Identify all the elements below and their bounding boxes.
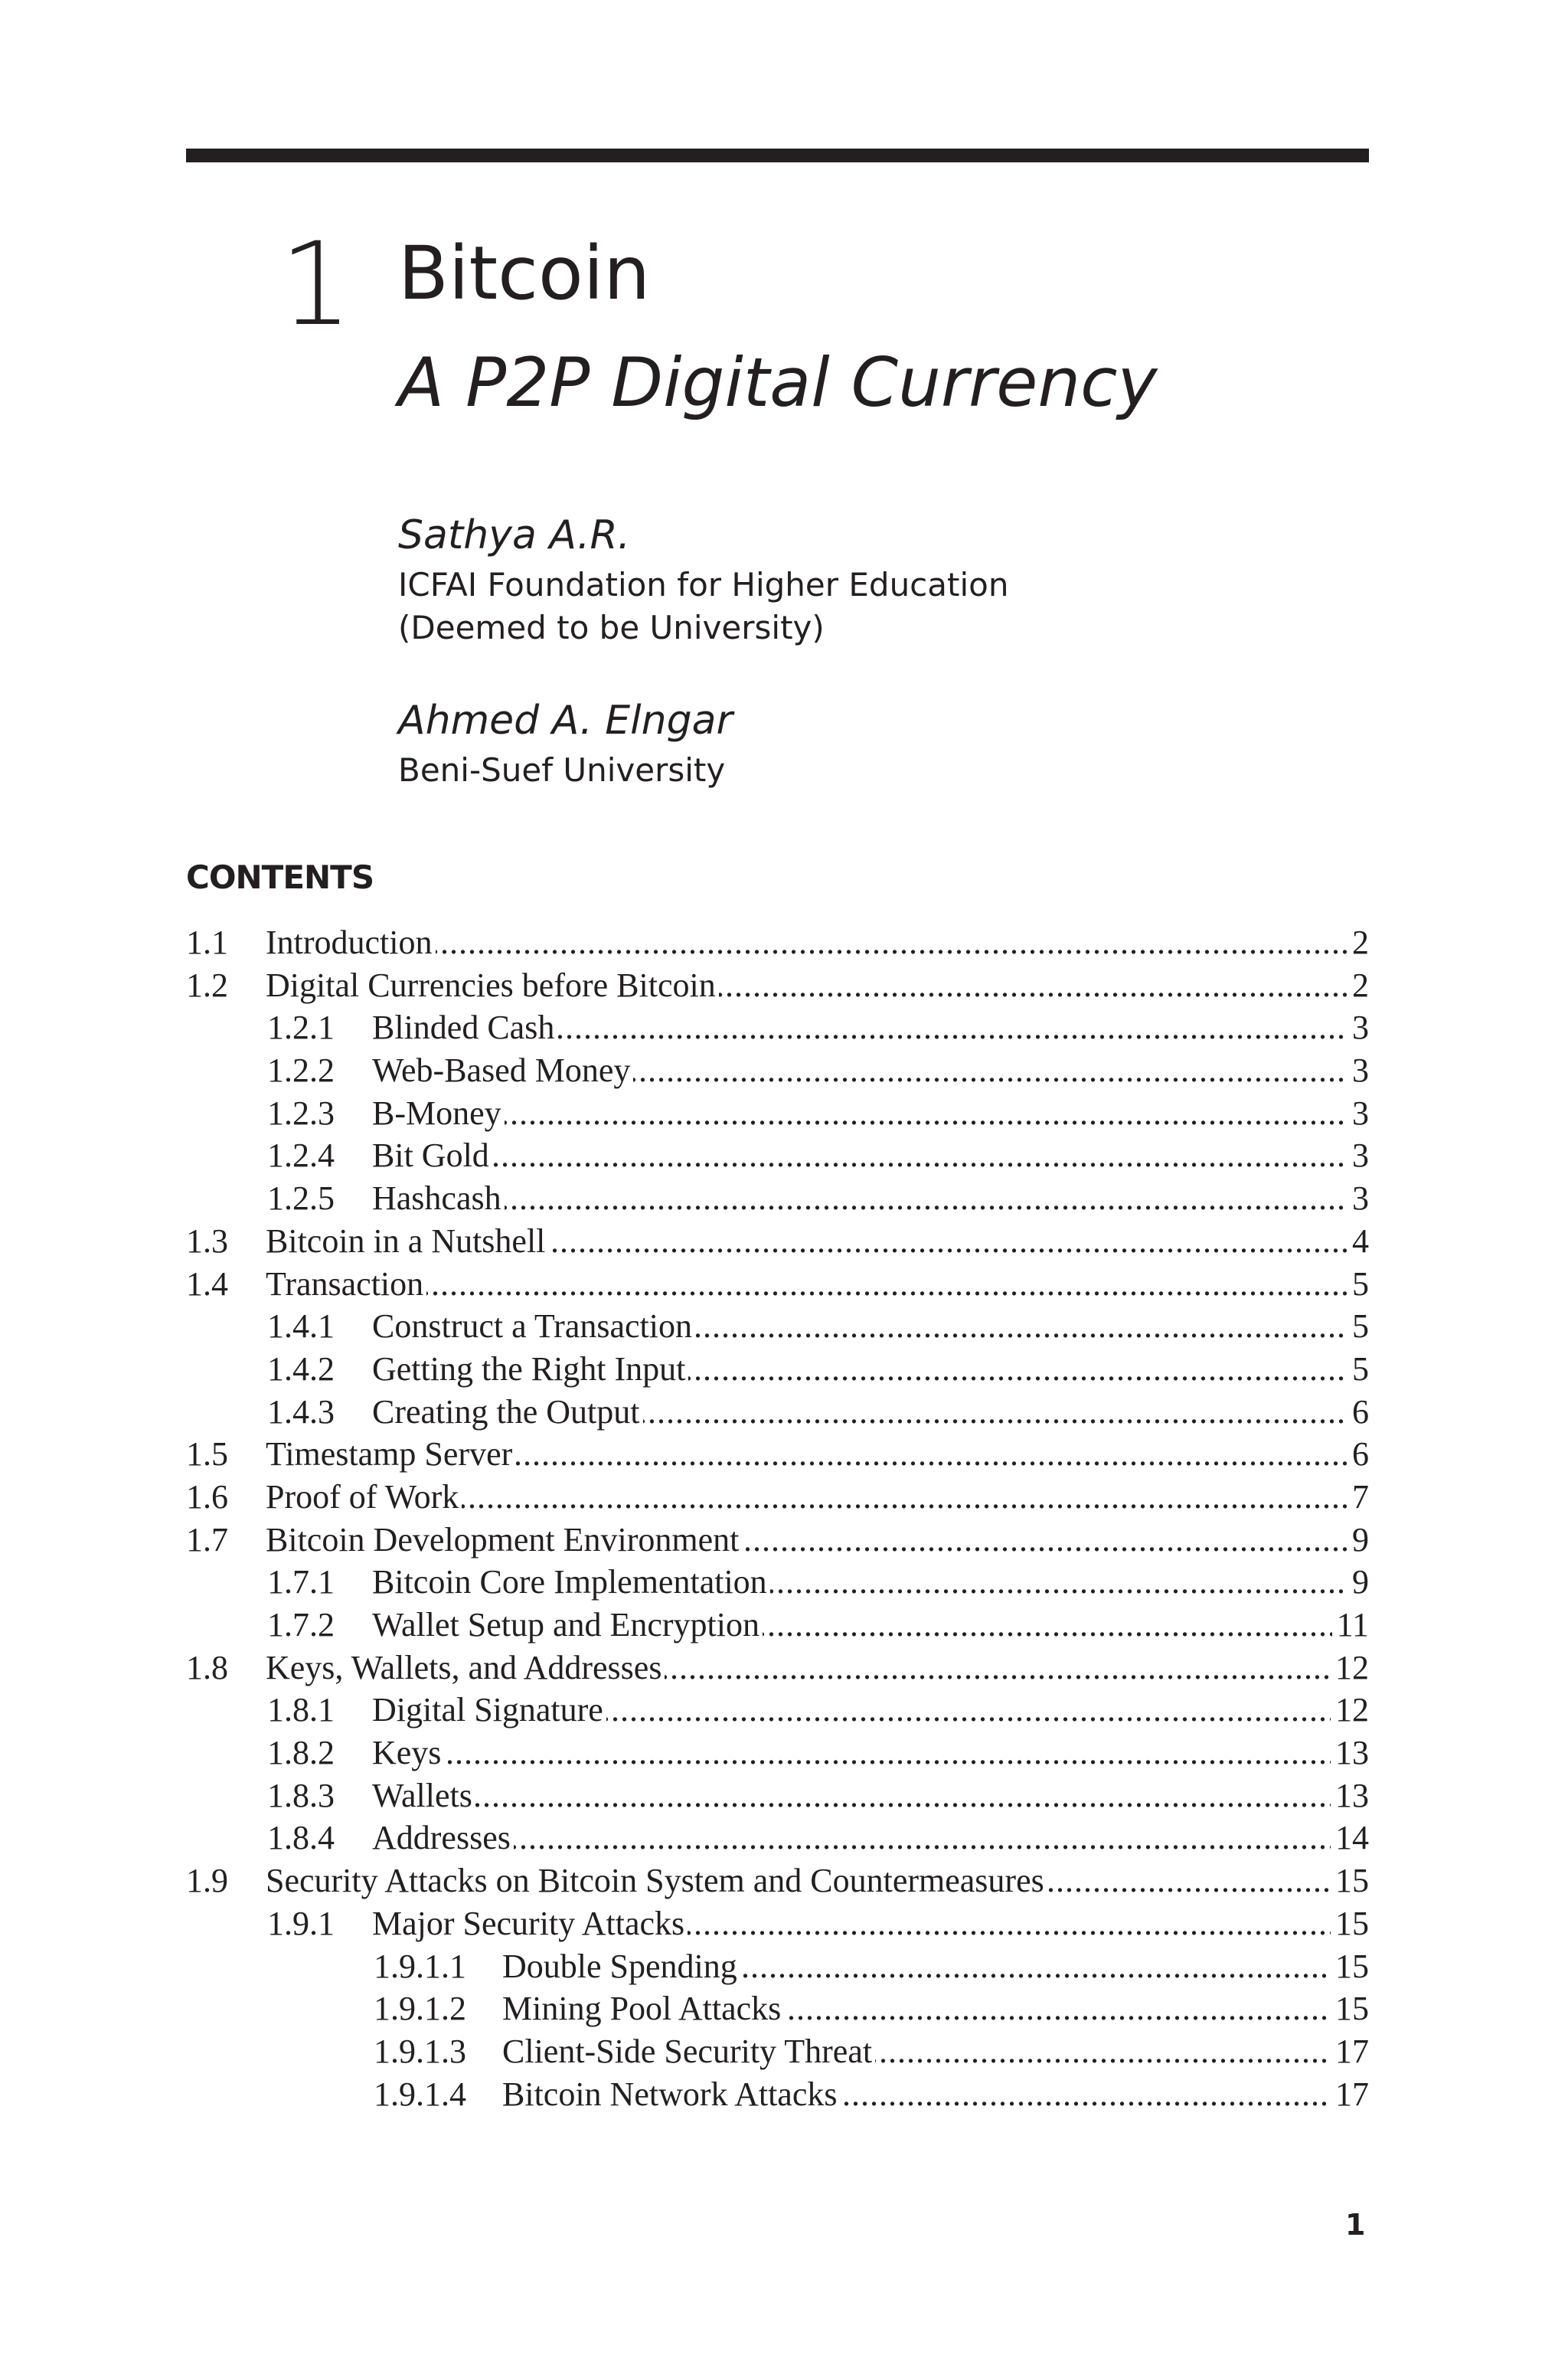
toc-entry[interactable] (186, 1859, 1369, 1902)
toc-entry-page: 6 (1348, 1433, 1369, 1476)
toc-entry-title: Bitcoin Development Environment (266, 1519, 742, 1562)
toc-entry-title: Digital Currencies before Bitcoin (266, 964, 719, 1007)
toc-entry[interactable] (186, 1092, 1369, 1135)
toc-entry[interactable] (186, 1177, 1369, 1220)
toc-entry-title: Wallets (372, 1774, 475, 1817)
toc-entry[interactable] (186, 1689, 1369, 1732)
toc-entry-page: 17 (1331, 2073, 1369, 2116)
toc-entry-number: 1.3 (186, 1222, 228, 1260)
toc-entry-number: 1.8.1 (267, 1691, 335, 1729)
chapter-number: 1 (279, 218, 350, 352)
toc-entry-page: 5 (1348, 1348, 1369, 1391)
author-name: Ahmed A. Elngar (398, 698, 733, 744)
page-number: 1 (1345, 2208, 1366, 2242)
toc-entry-number: 1.2.2 (267, 1052, 335, 1090)
toc-entry-title: Getting the Right Input (372, 1348, 688, 1391)
toc-entry[interactable] (186, 1604, 1369, 1647)
toc-entry-number: 1.6 (186, 1477, 228, 1516)
toc-entry-page: 12 (1331, 1647, 1369, 1689)
toc-entry-title: Security Attacks on Bitcoin System and Countermeasures (266, 1859, 1047, 1902)
toc-leader-dots (372, 1774, 1369, 1817)
toc-entry-number: 1.2.4 (267, 1137, 335, 1175)
toc-entry[interactable] (186, 2030, 1369, 2073)
toc-entry-number: 1.2.3 (267, 1094, 335, 1132)
toc-entry[interactable] (186, 1817, 1369, 1859)
toc-entry[interactable] (186, 1433, 1369, 1476)
toc-entry[interactable] (186, 1134, 1369, 1177)
toc-entry-number: 1.9.1.2 (374, 1990, 466, 2028)
toc-entry-page: 2 (1348, 964, 1369, 1007)
author-name: Sathya A.R. (398, 512, 631, 558)
toc-entry-page: 5 (1348, 1305, 1369, 1348)
toc-entry-page: 15 (1331, 1945, 1369, 1988)
toc-entry-number: 1.8 (186, 1648, 228, 1686)
author-block (398, 697, 733, 792)
toc-entry[interactable] (186, 1519, 1369, 1562)
toc-entry-title: Bit Gold (372, 1134, 492, 1177)
toc-entry-number: 1.4 (186, 1264, 228, 1303)
toc-leader-dots (372, 1817, 1369, 1859)
toc-entry-title: B-Money (372, 1092, 505, 1135)
toc-entry-title: Digital Signature (372, 1689, 606, 1732)
toc-entry-title: Major Security Attacks (372, 1902, 688, 1945)
toc-leader-dots (372, 1092, 1369, 1135)
author-affiliation: (Deemed to be University) (398, 609, 825, 646)
toc-entry-title: Introduction (266, 921, 436, 964)
toc-entry-page: 3 (1348, 1092, 1369, 1135)
toc-entry-title: Construct a Transaction (372, 1305, 695, 1348)
toc-entry-title: Proof of Work (266, 1476, 462, 1519)
contents-heading: CONTENTS (186, 859, 374, 896)
toc-entry-number: 1.9.1.4 (374, 2075, 466, 2113)
toc-entry-page: 3 (1348, 1006, 1369, 1049)
toc-entry-title: Blinded Cash (372, 1006, 557, 1049)
toc-entry-title: Client-Side Security Threat (502, 2030, 875, 2073)
toc-entry-page: 12 (1331, 1689, 1369, 1732)
toc-entry-number: 1.2 (186, 966, 228, 1004)
toc-entry-number: 1.8.3 (267, 1776, 335, 1814)
toc-entry[interactable] (186, 1220, 1369, 1263)
toc-leader-dots (372, 1177, 1369, 1220)
toc-entry-page: 3 (1348, 1049, 1369, 1092)
toc-entry-page: 14 (1331, 1817, 1369, 1859)
toc-entry-title: Timestamp Server (266, 1433, 515, 1476)
toc-entry-page: 13 (1331, 1774, 1369, 1817)
toc-entry-page: 15 (1331, 1902, 1369, 1945)
toc-entry[interactable] (186, 1263, 1369, 1306)
toc-entry-number: 1.7.2 (267, 1606, 335, 1644)
toc-entry-title: Keys, Wallets, and Addresses (266, 1647, 665, 1689)
toc-entry-number: 1.4.1 (267, 1307, 335, 1346)
toc-entry-title: Bitcoin Network Attacks (502, 2073, 841, 2116)
toc-entry[interactable] (186, 1647, 1369, 1689)
author-affiliation: Beni-Suef University (398, 751, 726, 789)
toc-entry[interactable] (186, 2073, 1369, 2116)
toc-entry-title: Mining Pool Attacks (502, 1987, 784, 2030)
toc-entry-title: Double Spending (502, 1945, 740, 1988)
author-affiliation: ICFAI Foundation for Higher Education (398, 566, 1009, 603)
toc-entry-number: 1.5 (186, 1435, 228, 1473)
toc-entry[interactable] (186, 964, 1369, 1007)
toc-entry-number: 1.8.2 (267, 1734, 335, 1772)
toc-leader-dots (372, 1732, 1369, 1774)
toc-entry-page: 2 (1348, 921, 1369, 964)
toc-entry-number: 1.2.5 (267, 1179, 335, 1218)
toc-entry[interactable] (186, 1732, 1369, 1774)
toc-entry[interactable] (186, 1902, 1369, 1945)
toc-entry-number: 1.4.2 (267, 1349, 335, 1388)
toc-entry[interactable] (186, 1049, 1369, 1092)
toc-entry-title: Addresses (372, 1817, 514, 1859)
toc-entry[interactable] (186, 1391, 1369, 1434)
toc-entry-number: 1.2.1 (267, 1009, 335, 1047)
toc-entry[interactable] (186, 1348, 1369, 1391)
toc-entry-number: 1.9.1.1 (374, 1947, 466, 1985)
toc-entry-title: Transaction (266, 1263, 426, 1306)
toc-entry-page: 3 (1348, 1134, 1369, 1177)
toc-entry[interactable] (186, 1305, 1369, 1348)
toc-entry-number: 1.4.3 (267, 1392, 335, 1431)
toc-entry[interactable] (186, 1476, 1369, 1519)
toc-entry-number: 1.9.1.3 (374, 2032, 466, 2070)
toc-entry-page: 6 (1348, 1391, 1369, 1434)
chapter-subtitle: A P2P Digital Currency (398, 343, 1158, 422)
toc-entry-page: 11 (1332, 1604, 1369, 1647)
toc-entry-title: Bitcoin Core Implementation (372, 1561, 770, 1604)
chapter-title: Bitcoin (398, 231, 651, 316)
author-block (398, 512, 1008, 649)
chapter-top-rule (186, 149, 1369, 162)
toc-entry-title: Keys (372, 1732, 444, 1774)
toc-entry-title: Bitcoin in a Nutshell (266, 1220, 548, 1263)
toc-entry-number: 1.9 (186, 1862, 228, 1900)
toc-entry[interactable] (186, 1561, 1369, 1604)
toc-entry-title: Wallet Setup and Encryption (372, 1604, 763, 1647)
table-of-contents (186, 921, 1369, 2115)
toc-entry-page: 5 (1348, 1263, 1369, 1306)
toc-entry-title: Hashcash (372, 1177, 505, 1220)
toc-leader-dots (372, 1134, 1369, 1177)
toc-entry-number: 1.9.1 (267, 1904, 335, 1942)
toc-entry-number: 1.7 (186, 1520, 228, 1558)
toc-entry-page: 17 (1331, 2030, 1369, 2073)
toc-entry[interactable] (186, 921, 1369, 964)
toc-entry-page: 9 (1348, 1519, 1369, 1562)
toc-entry-page: 15 (1331, 1859, 1369, 1902)
toc-entry-page: 15 (1331, 1987, 1369, 2030)
toc-entry[interactable] (186, 1987, 1369, 2030)
toc-entry-page: 3 (1348, 1177, 1369, 1220)
toc-entry-page: 13 (1331, 1732, 1369, 1774)
toc-entry-page: 7 (1348, 1476, 1369, 1519)
toc-entry[interactable] (186, 1006, 1369, 1049)
toc-entry-page: 4 (1348, 1220, 1369, 1263)
toc-entry[interactable] (186, 1774, 1369, 1817)
toc-entry-number: 1.7.1 (267, 1563, 335, 1601)
toc-leader-dots (266, 1263, 1369, 1306)
toc-entry[interactable] (186, 1945, 1369, 1988)
toc-entry-page: 9 (1348, 1561, 1369, 1604)
toc-entry-number: 1.8.4 (267, 1819, 335, 1857)
toc-entry-title: Web-Based Money (372, 1049, 633, 1092)
toc-entry-number: 1.1 (186, 924, 228, 961)
toc-entry-title: Creating the Output (372, 1391, 643, 1434)
